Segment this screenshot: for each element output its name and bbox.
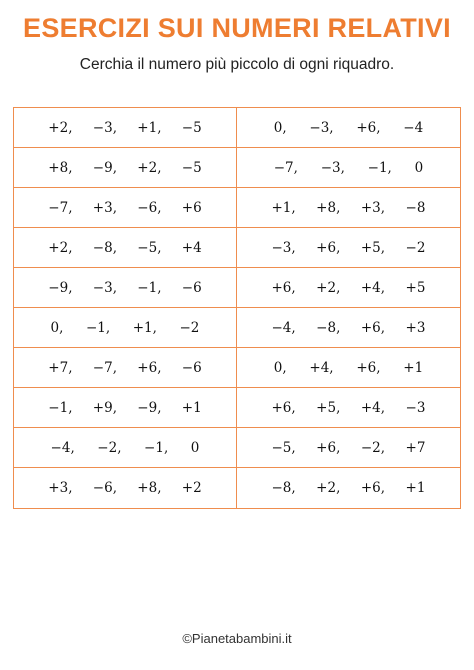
number-option[interactable]: −8, bbox=[271, 480, 296, 496]
number-option[interactable]: +6, bbox=[271, 279, 296, 296]
number-option[interactable]: −3 bbox=[405, 399, 426, 416]
number-option[interactable]: −6, bbox=[137, 199, 162, 216]
number-option[interactable]: −3, bbox=[320, 159, 345, 176]
number-option[interactable]: −1, bbox=[85, 319, 111, 336]
number-option[interactable]: −9, bbox=[92, 159, 117, 176]
number-option[interactable]: +2, bbox=[48, 239, 73, 256]
number-option[interactable]: +4, bbox=[360, 399, 386, 416]
exercise-box bbox=[14, 348, 237, 388]
number-option[interactable]: −1, bbox=[367, 159, 392, 176]
number-option[interactable]: −1, bbox=[137, 279, 162, 296]
number-option[interactable]: −9, bbox=[137, 399, 162, 416]
number-option[interactable]: −4, bbox=[50, 439, 75, 456]
number-option[interactable]: −6, bbox=[92, 480, 117, 496]
number-option[interactable]: −6 bbox=[181, 359, 202, 376]
exercise-box bbox=[237, 388, 460, 428]
number-option[interactable]: +4, bbox=[360, 279, 386, 296]
exercise-box bbox=[14, 228, 237, 268]
number-option[interactable]: −5, bbox=[137, 239, 162, 256]
number-option[interactable]: +3, bbox=[48, 480, 73, 496]
number-option[interactable]: +5, bbox=[316, 399, 341, 416]
number-option[interactable]: −3, bbox=[92, 279, 117, 296]
exercise-box bbox=[237, 148, 460, 188]
number-option[interactable]: −1, bbox=[144, 439, 169, 456]
number-option[interactable]: −7, bbox=[48, 199, 73, 216]
number-option[interactable]: +5 bbox=[405, 279, 426, 296]
number-option[interactable]: 0 bbox=[414, 159, 424, 176]
number-option[interactable]: +3, bbox=[92, 199, 117, 216]
number-option[interactable]: +6, bbox=[360, 480, 386, 496]
number-option[interactable]: +1 bbox=[181, 399, 202, 416]
number-option[interactable]: −9, bbox=[48, 279, 73, 296]
number-option[interactable]: −8 bbox=[405, 199, 426, 216]
number-option[interactable]: 0, bbox=[50, 319, 64, 336]
exercise-box bbox=[14, 468, 237, 508]
exercise-box bbox=[14, 148, 237, 188]
number-option[interactable]: −2, bbox=[360, 439, 386, 456]
page-title: ESERCIZI SUI NUMERI RELATIVI bbox=[23, 13, 451, 43]
number-option[interactable]: +2, bbox=[316, 279, 341, 296]
number-option[interactable]: −2 bbox=[405, 239, 426, 256]
number-option[interactable]: −5, bbox=[271, 439, 296, 456]
exercise-box bbox=[237, 428, 460, 468]
exercise-box bbox=[14, 108, 237, 148]
number-option[interactable]: +6, bbox=[316, 239, 341, 256]
number-option[interactable]: +3 bbox=[405, 319, 426, 336]
number-option[interactable]: −8, bbox=[92, 239, 117, 256]
exercise-box bbox=[237, 308, 460, 348]
number-option[interactable]: +6, bbox=[360, 319, 386, 336]
number-option[interactable]: +8, bbox=[316, 199, 341, 216]
exercise-box bbox=[237, 188, 460, 228]
number-option[interactable]: −2, bbox=[97, 439, 122, 456]
number-option[interactable]: +7, bbox=[48, 359, 73, 376]
number-option[interactable]: −2 bbox=[179, 319, 200, 336]
instructions: Cerchia il numero più piccolo di ogni riquadro. bbox=[79, 56, 395, 73]
number-option[interactable]: +1, bbox=[132, 319, 157, 336]
exercise-box bbox=[237, 108, 460, 148]
exercise-box bbox=[237, 268, 460, 308]
exercise-grid bbox=[13, 107, 461, 509]
exercise-box bbox=[14, 308, 237, 348]
number-option[interactable]: −4 bbox=[403, 119, 424, 136]
number-option[interactable]: +9, bbox=[92, 399, 117, 416]
number-option[interactable]: +2, bbox=[316, 480, 341, 496]
exercise-box bbox=[14, 388, 237, 428]
number-option[interactable]: +1 bbox=[403, 359, 424, 376]
number-option[interactable]: +6, bbox=[356, 119, 381, 136]
number-option[interactable]: +6 bbox=[181, 199, 202, 216]
number-option[interactable]: 0, bbox=[273, 119, 287, 136]
number-option[interactable]: −4, bbox=[271, 319, 296, 336]
number-option[interactable]: −3, bbox=[271, 239, 296, 256]
number-option[interactable]: +2 bbox=[181, 480, 202, 496]
number-option[interactable]: −7, bbox=[92, 359, 117, 376]
number-option[interactable]: 0 bbox=[190, 439, 200, 456]
number-option[interactable]: −7, bbox=[273, 159, 298, 176]
number-option[interactable]: +6, bbox=[356, 359, 381, 376]
number-option[interactable]: +6, bbox=[137, 359, 162, 376]
number-option[interactable]: −3, bbox=[92, 119, 117, 136]
exercise-box bbox=[237, 468, 460, 508]
number-option[interactable]: +5, bbox=[360, 239, 386, 256]
number-option[interactable]: +1, bbox=[137, 119, 162, 136]
exercise-box bbox=[14, 268, 237, 308]
number-option[interactable]: −5 bbox=[181, 159, 202, 176]
number-option[interactable]: −8, bbox=[316, 319, 341, 336]
number-option[interactable]: +4, bbox=[309, 359, 334, 376]
number-option[interactable]: +1 bbox=[405, 480, 426, 496]
exercise-box bbox=[237, 348, 460, 388]
number-option[interactable]: −1, bbox=[48, 399, 73, 416]
number-option[interactable]: +6, bbox=[316, 439, 341, 456]
number-option[interactable]: +3, bbox=[360, 199, 386, 216]
number-option[interactable]: +8, bbox=[48, 159, 73, 176]
number-option[interactable]: +6, bbox=[271, 399, 296, 416]
number-option[interactable]: +4 bbox=[181, 239, 202, 256]
number-option[interactable]: −5 bbox=[181, 119, 202, 136]
number-option[interactable]: +2, bbox=[48, 119, 73, 136]
number-option[interactable]: +2, bbox=[137, 159, 162, 176]
number-option[interactable]: +8, bbox=[137, 480, 162, 496]
exercise-box bbox=[14, 188, 237, 228]
number-option[interactable]: −6 bbox=[181, 279, 202, 296]
number-option[interactable]: 0, bbox=[273, 359, 287, 376]
exercise-box bbox=[237, 228, 460, 268]
number-option[interactable]: +7 bbox=[405, 439, 426, 456]
number-option[interactable]: +1, bbox=[271, 199, 296, 216]
footer-credit: ©Pianetabambini.it bbox=[182, 631, 292, 646]
exercise-box bbox=[14, 428, 237, 468]
number-option[interactable]: −3, bbox=[309, 119, 334, 136]
